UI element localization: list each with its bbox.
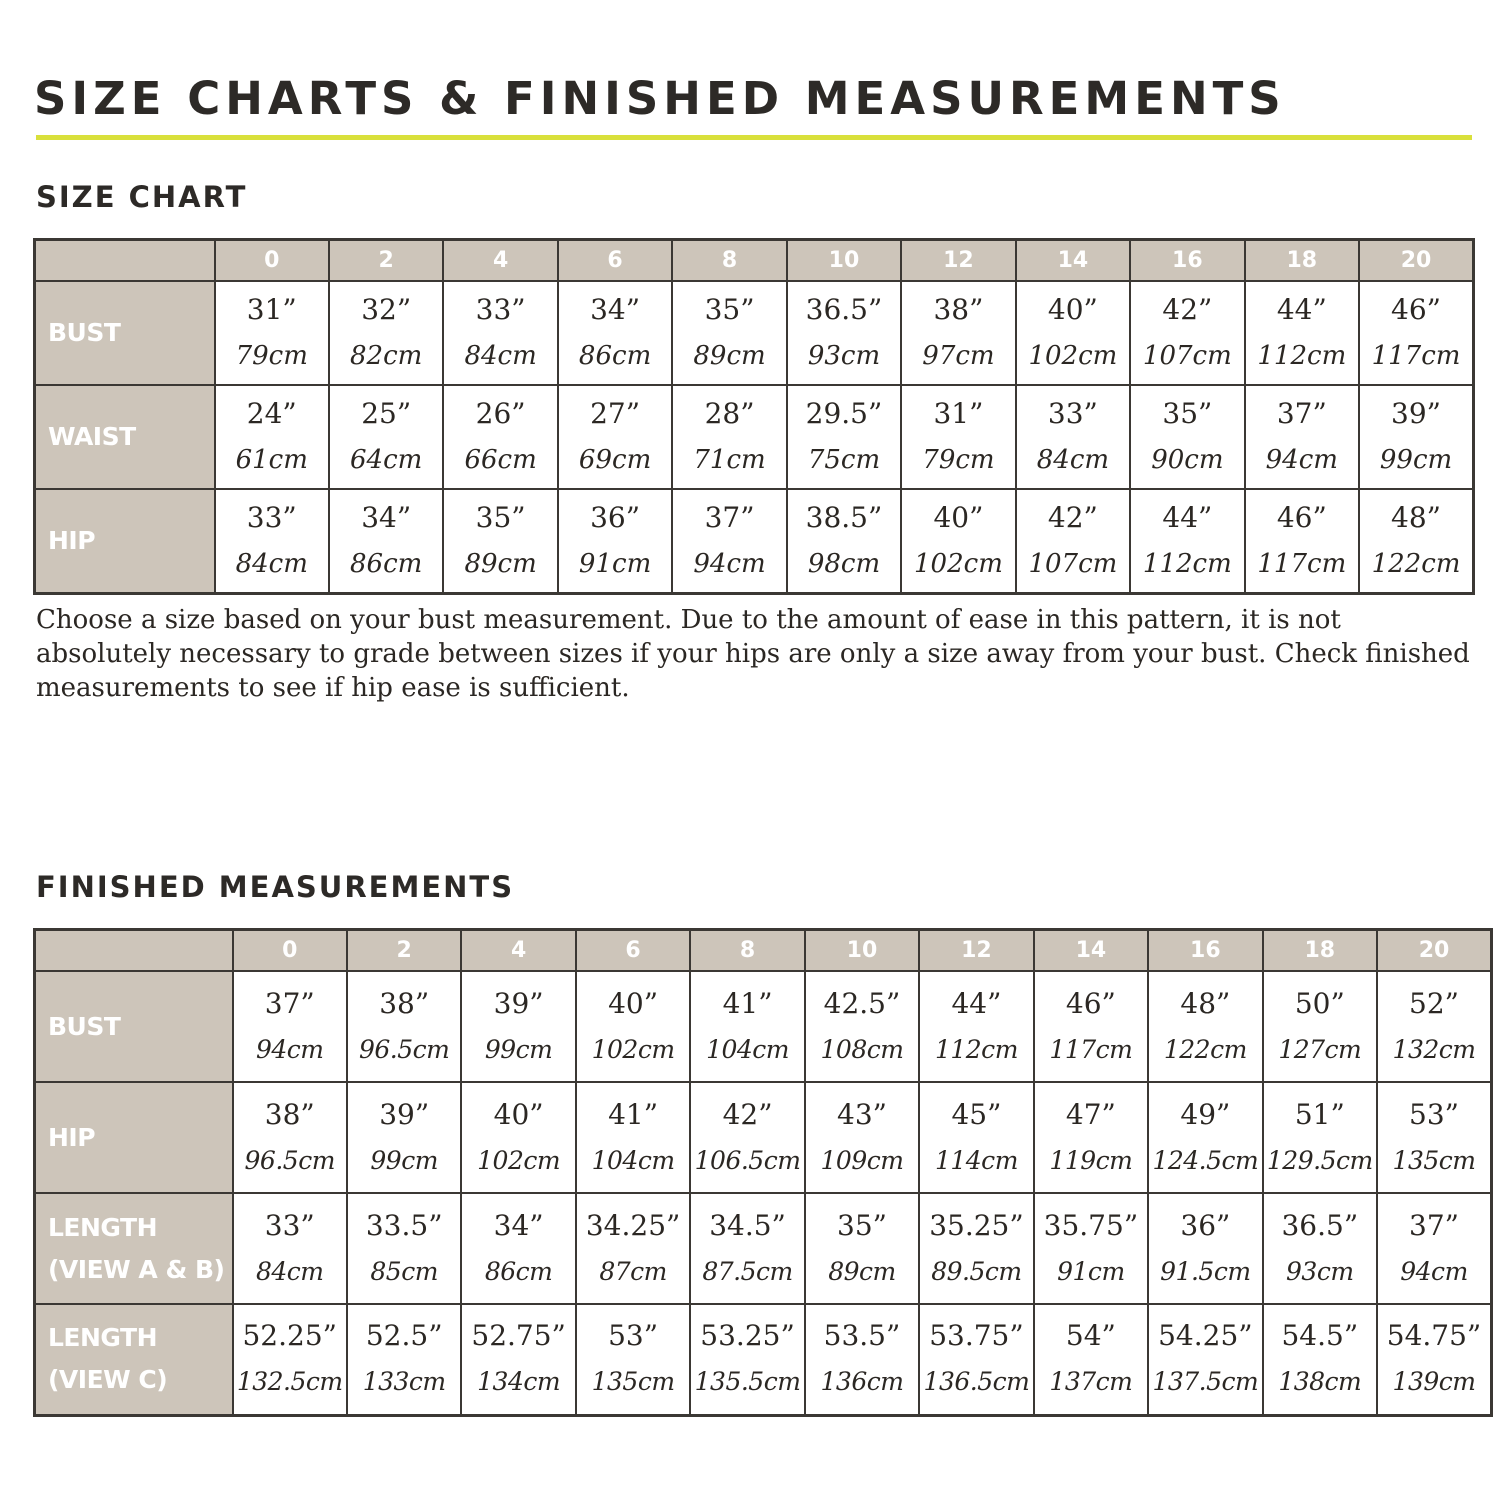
measurement-cell bbox=[461, 1193, 575, 1304]
measurement-cell bbox=[576, 1193, 690, 1304]
row-label-text: HIP bbox=[48, 525, 96, 555]
measurement-row bbox=[35, 1082, 1492, 1193]
inch-value: 42” bbox=[1047, 500, 1098, 534]
cm-value: 127cm bbox=[1278, 1034, 1362, 1064]
row-label-text: BUST bbox=[48, 318, 121, 347]
inch-value: 33.5” bbox=[365, 1208, 443, 1242]
finished-measurements-body bbox=[35, 971, 1492, 1415]
inch-value: 35” bbox=[475, 500, 526, 534]
inch-value: 47” bbox=[1065, 1097, 1116, 1131]
measurement-cell bbox=[672, 385, 786, 489]
size-header: 2 bbox=[329, 240, 443, 282]
inch-value: 41” bbox=[608, 1097, 659, 1131]
measurement-cell bbox=[805, 1193, 919, 1304]
cm-value: 139cm bbox=[1392, 1367, 1476, 1397]
measurement-cell bbox=[1359, 489, 1473, 593]
size-header: 8 bbox=[690, 930, 804, 972]
corner-cell bbox=[35, 930, 233, 972]
inch-value: 52” bbox=[1409, 986, 1459, 1020]
size-header: 20 bbox=[1359, 240, 1473, 282]
inch-value: 52.75” bbox=[471, 1319, 566, 1353]
cm-value: 132cm bbox=[1392, 1034, 1476, 1064]
measurement-cell bbox=[919, 971, 1033, 1082]
cm-value: 104cm bbox=[706, 1034, 789, 1064]
inch-value: 45” bbox=[951, 1097, 1002, 1131]
inch-value: 34.25” bbox=[585, 1208, 681, 1242]
cm-value: 112cm bbox=[1257, 341, 1347, 371]
inch-value: 44” bbox=[951, 986, 1002, 1020]
size-header: 20 bbox=[1377, 930, 1491, 972]
size-chart-heading: SIZE CHART bbox=[36, 180, 248, 214]
cm-value: 91cm bbox=[1057, 1256, 1125, 1286]
cm-value: 71cm bbox=[693, 445, 766, 475]
inch-value: 43” bbox=[837, 1097, 887, 1131]
cm-value: 112cm bbox=[1142, 548, 1232, 579]
cm-value: 117cm bbox=[1371, 341, 1461, 371]
note-line: absolutely necessary to grade between sizes if your hips are only a size away from your bust. Check finished bbox=[36, 639, 1470, 669]
cm-value: 91cm bbox=[578, 548, 652, 579]
cm-value: 133cm bbox=[362, 1367, 446, 1397]
cm-value: 89cm bbox=[828, 1256, 896, 1286]
cm-value: 104cm bbox=[591, 1145, 675, 1175]
cm-value: 119cm bbox=[1049, 1145, 1133, 1175]
measurement-cell bbox=[1263, 1304, 1377, 1415]
inch-value: 54.75” bbox=[1386, 1319, 1482, 1353]
size-header: 8 bbox=[672, 240, 786, 282]
row-label bbox=[35, 971, 233, 1082]
cm-value: 85cm bbox=[370, 1256, 438, 1286]
cm-value: 94cm bbox=[693, 548, 766, 579]
inch-value: 48” bbox=[1180, 986, 1231, 1020]
inch-value: 27” bbox=[590, 397, 641, 430]
finished-measurements-table bbox=[33, 928, 1493, 1417]
inch-value: 39” bbox=[493, 986, 544, 1020]
inch-value: 37” bbox=[1409, 1208, 1459, 1242]
cm-value: 89cm bbox=[464, 548, 537, 579]
measurement-cell bbox=[805, 1304, 919, 1415]
cm-value: 82cm bbox=[350, 341, 423, 371]
measurement-cell bbox=[233, 971, 347, 1082]
cm-value: 89cm bbox=[693, 341, 766, 371]
measurement-cell bbox=[1263, 971, 1377, 1082]
measurement-cell bbox=[672, 489, 786, 593]
measurement-cell bbox=[215, 281, 329, 385]
measurement-cell bbox=[690, 1304, 804, 1415]
cm-value: 87cm bbox=[599, 1256, 667, 1286]
cm-value: 94cm bbox=[1265, 445, 1338, 475]
inch-value: 35” bbox=[704, 293, 755, 326]
measurement-cell bbox=[690, 1193, 804, 1304]
inch-value: 39” bbox=[1391, 397, 1441, 430]
cm-value: 134cm bbox=[477, 1367, 561, 1397]
cm-value: 84cm bbox=[1036, 445, 1110, 475]
measurement-cell bbox=[1130, 281, 1244, 385]
title-underline bbox=[36, 135, 1472, 140]
corner-cell bbox=[35, 240, 215, 282]
row-label-subtext: (VIEW A & B) bbox=[48, 1254, 225, 1284]
inch-value: 54.25” bbox=[1158, 1319, 1253, 1353]
measurement-cell bbox=[805, 971, 919, 1082]
cm-value: 107cm bbox=[1028, 548, 1118, 579]
measurement-cell bbox=[1148, 1304, 1262, 1415]
inch-value: 50” bbox=[1294, 986, 1345, 1020]
cm-value: 132.5cm bbox=[236, 1367, 343, 1397]
measurement-cell bbox=[1245, 385, 1359, 489]
inch-value: 35.75” bbox=[1043, 1208, 1139, 1242]
inch-value: 35” bbox=[1162, 397, 1213, 430]
size-header: 4 bbox=[461, 930, 575, 972]
cm-value: 98cm bbox=[807, 548, 881, 579]
measurement-cell bbox=[1130, 489, 1244, 593]
cm-value: 66cm bbox=[464, 445, 537, 475]
inch-value: 53” bbox=[608, 1319, 659, 1353]
cm-value: 86cm bbox=[484, 1256, 553, 1286]
measurement-cell bbox=[329, 489, 443, 593]
measurement-cell bbox=[558, 489, 672, 593]
inch-value: 40” bbox=[608, 986, 659, 1020]
inch-value: 24” bbox=[246, 397, 297, 430]
cm-value: 96.5cm bbox=[358, 1034, 450, 1064]
cm-value: 137cm bbox=[1049, 1367, 1133, 1397]
inch-value: 46” bbox=[1391, 293, 1441, 326]
inch-value: 33” bbox=[246, 500, 297, 534]
cm-value: 94cm bbox=[1400, 1256, 1468, 1286]
row-label bbox=[35, 385, 215, 489]
row-label bbox=[35, 1304, 233, 1415]
measurement-cell bbox=[1130, 385, 1244, 489]
inch-value: 53” bbox=[1409, 1097, 1459, 1131]
cm-value: 87.5cm bbox=[702, 1256, 793, 1286]
cm-value: 75cm bbox=[807, 445, 881, 475]
measurement-cell bbox=[1377, 1304, 1491, 1415]
size-header: 12 bbox=[901, 240, 1015, 282]
measurement-row bbox=[35, 385, 1474, 489]
inch-value: 36” bbox=[1180, 1208, 1231, 1242]
size-header: 2 bbox=[347, 930, 461, 972]
cm-value: 89.5cm bbox=[931, 1256, 1022, 1286]
finished-measurements-heading: FINISHED MEASUREMENTS bbox=[36, 870, 515, 904]
measurement-cell bbox=[787, 281, 901, 385]
cm-value: 102cm bbox=[477, 1145, 561, 1175]
measurement-cell bbox=[1245, 489, 1359, 593]
size-chart-table bbox=[33, 238, 1475, 595]
measurement-cell bbox=[329, 385, 443, 489]
finished-header-row bbox=[35, 930, 1492, 972]
inch-value: 28” bbox=[704, 397, 755, 430]
size-chart-body bbox=[35, 281, 1474, 593]
measurement-cell bbox=[1245, 281, 1359, 385]
inch-value: 40” bbox=[1047, 293, 1098, 326]
measurement-cell bbox=[558, 385, 672, 489]
size-header: 16 bbox=[1148, 930, 1262, 972]
measurement-cell bbox=[576, 1304, 690, 1415]
cm-value: 91.5cm bbox=[1160, 1256, 1251, 1286]
inch-value: 26” bbox=[475, 397, 526, 430]
cm-value: 137.5cm bbox=[1152, 1367, 1259, 1397]
page-title: SIZE CHARTS & FINISHED MEASUREMENTS bbox=[34, 72, 1286, 125]
inch-value: 51” bbox=[1294, 1097, 1345, 1131]
cm-value: 69cm bbox=[578, 445, 652, 475]
inch-value: 34” bbox=[361, 500, 412, 534]
cm-value: 102cm bbox=[591, 1034, 675, 1064]
measurement-cell bbox=[901, 385, 1015, 489]
inch-value: 42.5” bbox=[823, 986, 901, 1020]
inch-value: 36” bbox=[590, 500, 641, 534]
cm-value: 93cm bbox=[1286, 1256, 1354, 1286]
measurement-cell bbox=[329, 281, 443, 385]
measurement-cell bbox=[690, 1082, 804, 1193]
measurement-cell bbox=[1263, 1082, 1377, 1193]
size-header: 10 bbox=[787, 240, 901, 282]
inch-value: 29.5” bbox=[805, 397, 883, 430]
inch-value: 46” bbox=[1065, 986, 1116, 1020]
measurement-cell bbox=[347, 1193, 461, 1304]
measurement-cell bbox=[919, 1304, 1033, 1415]
cm-value: 114cm bbox=[934, 1145, 1018, 1175]
cm-value: 135.5cm bbox=[694, 1367, 801, 1397]
measurement-cell bbox=[1359, 281, 1473, 385]
inch-value: 41” bbox=[722, 986, 773, 1020]
inch-value: 54.5” bbox=[1281, 1319, 1359, 1353]
measurement-cell bbox=[1359, 385, 1473, 489]
inch-value: 53.25” bbox=[700, 1319, 795, 1353]
size-header: 14 bbox=[1016, 240, 1130, 282]
measurement-cell bbox=[233, 1304, 347, 1415]
row-label bbox=[35, 1082, 233, 1193]
measurement-row bbox=[35, 281, 1474, 385]
measurement-row bbox=[35, 971, 1492, 1082]
cm-value: 117cm bbox=[1257, 548, 1347, 579]
size-chart-header-row bbox=[35, 240, 1474, 282]
cm-value: 117cm bbox=[1049, 1034, 1133, 1064]
inch-value: 33” bbox=[475, 293, 526, 326]
measurement-cell bbox=[919, 1193, 1033, 1304]
cm-value: 106.5cm bbox=[694, 1145, 801, 1175]
inch-value: 40” bbox=[493, 1097, 544, 1131]
row-label-text: WAIST bbox=[48, 422, 136, 451]
inch-value: 37” bbox=[1276, 397, 1327, 430]
size-advice-note bbox=[36, 603, 1470, 705]
cm-value: 102cm bbox=[1028, 341, 1118, 371]
inch-value: 38.5” bbox=[805, 500, 883, 534]
measurement-cell bbox=[901, 489, 1015, 593]
cm-value: 135cm bbox=[591, 1367, 675, 1397]
note-line: Choose a size based on your bust measurement. Due to the amount of ease in this pattern, it is not bbox=[36, 605, 1341, 635]
measurement-cell bbox=[1034, 1193, 1148, 1304]
measurement-cell bbox=[901, 281, 1015, 385]
inch-value: 38” bbox=[933, 293, 984, 326]
inch-value: 53.75” bbox=[929, 1319, 1024, 1353]
measurement-cell bbox=[347, 1082, 461, 1193]
cm-value: 84cm bbox=[464, 341, 537, 371]
inch-value: 38” bbox=[379, 986, 430, 1020]
inch-value: 37” bbox=[704, 500, 755, 534]
inch-value: 42” bbox=[722, 1097, 773, 1131]
inch-value: 52.5” bbox=[365, 1319, 443, 1353]
row-label-subtext: (VIEW C) bbox=[48, 1365, 168, 1395]
measurement-cell bbox=[1377, 971, 1491, 1082]
measurement-cell bbox=[919, 1082, 1033, 1193]
measurement-cell bbox=[347, 971, 461, 1082]
measurement-cell bbox=[1377, 1193, 1491, 1304]
cm-value: 99cm bbox=[1379, 445, 1453, 475]
measurement-cell bbox=[1016, 281, 1130, 385]
cm-value: 136cm bbox=[820, 1367, 904, 1397]
size-header: 16 bbox=[1130, 240, 1244, 282]
measurement-cell bbox=[233, 1193, 347, 1304]
measurement-cell bbox=[787, 385, 901, 489]
measurement-cell bbox=[1016, 489, 1130, 593]
inch-value: 46” bbox=[1276, 500, 1327, 534]
inch-value: 39” bbox=[379, 1097, 430, 1131]
cm-value: 93cm bbox=[807, 341, 881, 371]
measurement-cell bbox=[1034, 1304, 1148, 1415]
cm-value: 109cm bbox=[820, 1145, 904, 1175]
cm-value: 96.5cm bbox=[244, 1145, 335, 1175]
measurement-cell bbox=[1148, 1082, 1262, 1193]
measurement-cell bbox=[461, 1082, 575, 1193]
measurement-cell bbox=[672, 281, 786, 385]
row-label-text: HIP bbox=[48, 1122, 96, 1152]
measurement-cell bbox=[1016, 385, 1130, 489]
measurement-cell bbox=[215, 489, 329, 593]
measurement-cell bbox=[443, 385, 557, 489]
inch-value: 38” bbox=[264, 1097, 315, 1131]
cm-value: 94cm bbox=[255, 1034, 324, 1064]
inch-value: 54” bbox=[1065, 1319, 1116, 1353]
inch-value: 33” bbox=[264, 1208, 315, 1242]
cm-value: 84cm bbox=[255, 1256, 324, 1286]
cm-value: 84cm bbox=[235, 548, 308, 579]
row-label bbox=[35, 1193, 233, 1304]
cm-value: 79cm bbox=[922, 445, 995, 475]
measurement-cell bbox=[576, 1082, 690, 1193]
inch-value: 42” bbox=[1162, 293, 1213, 326]
row-label bbox=[35, 489, 215, 593]
size-header: 6 bbox=[558, 240, 672, 282]
measurement-cell bbox=[461, 971, 575, 1082]
cm-value: 138cm bbox=[1278, 1367, 1362, 1397]
inch-value: 35.25” bbox=[929, 1208, 1024, 1242]
measurement-cell bbox=[576, 971, 690, 1082]
cm-value: 135cm bbox=[1392, 1145, 1476, 1175]
inch-value: 53.5” bbox=[823, 1319, 901, 1353]
measurement-cell bbox=[443, 489, 557, 593]
cm-value: 122cm bbox=[1371, 548, 1461, 579]
cm-value: 97cm bbox=[922, 341, 995, 371]
measurement-cell bbox=[347, 1304, 461, 1415]
measurement-row bbox=[35, 489, 1474, 593]
size-header: 0 bbox=[233, 930, 347, 972]
measurement-cell bbox=[1148, 971, 1262, 1082]
cm-value: 79cm bbox=[235, 341, 308, 371]
cm-value: 112cm bbox=[934, 1034, 1018, 1064]
inch-value: 34.5” bbox=[709, 1208, 786, 1242]
size-header: 18 bbox=[1263, 930, 1377, 972]
row-label bbox=[35, 281, 215, 385]
measurement-cell bbox=[443, 281, 557, 385]
cm-value: 129.5cm bbox=[1266, 1145, 1373, 1175]
size-header: 10 bbox=[805, 930, 919, 972]
size-header: 18 bbox=[1245, 240, 1359, 282]
row-label-text: BUST bbox=[48, 1011, 121, 1041]
inch-value: 31” bbox=[933, 397, 984, 430]
measurement-cell bbox=[787, 489, 901, 593]
measurement-cell bbox=[1034, 1082, 1148, 1193]
measurement-cell bbox=[1034, 971, 1148, 1082]
measurement-cell bbox=[233, 1082, 347, 1193]
cm-value: 90cm bbox=[1151, 445, 1224, 475]
inch-value: 36.5” bbox=[805, 293, 883, 326]
measurement-cell bbox=[461, 1304, 575, 1415]
inch-value: 35” bbox=[837, 1208, 887, 1242]
cm-value: 122cm bbox=[1163, 1034, 1247, 1064]
inch-value: 37” bbox=[264, 986, 315, 1020]
cm-value: 64cm bbox=[350, 445, 423, 475]
cm-value: 107cm bbox=[1142, 341, 1232, 371]
measurement-row bbox=[35, 1304, 1492, 1415]
inch-value: 44” bbox=[1276, 293, 1327, 326]
size-header: 6 bbox=[576, 930, 690, 972]
cm-value: 86cm bbox=[578, 341, 652, 371]
size-header: 4 bbox=[443, 240, 557, 282]
measurement-cell bbox=[1148, 1193, 1262, 1304]
cm-value: 99cm bbox=[484, 1034, 553, 1064]
inch-value: 33” bbox=[1047, 397, 1098, 430]
measurement-cell bbox=[215, 385, 329, 489]
measurement-cell bbox=[558, 281, 672, 385]
measurement-cell bbox=[690, 971, 804, 1082]
inch-value: 36.5” bbox=[1281, 1208, 1359, 1242]
inch-value: 40” bbox=[933, 500, 984, 534]
inch-value: 34” bbox=[493, 1208, 544, 1242]
cm-value: 108cm bbox=[820, 1034, 904, 1064]
size-header: 14 bbox=[1034, 930, 1148, 972]
inch-value: 49” bbox=[1180, 1097, 1231, 1131]
inch-value: 52.25” bbox=[242, 1319, 337, 1353]
note-line: measurements to see if hip ease is sufficient. bbox=[36, 673, 630, 703]
cm-value: 136.5cm bbox=[923, 1367, 1030, 1397]
measurement-cell bbox=[1377, 1082, 1491, 1193]
inch-value: 34” bbox=[590, 293, 641, 326]
cm-value: 102cm bbox=[914, 548, 1003, 579]
measurement-row bbox=[35, 1193, 1492, 1304]
size-header: 12 bbox=[919, 930, 1033, 972]
measurement-cell bbox=[805, 1082, 919, 1193]
inch-value: 48” bbox=[1391, 500, 1441, 534]
inch-value: 31” bbox=[246, 293, 297, 326]
row-label-text: LENGTH bbox=[48, 1323, 157, 1353]
measurement-cell bbox=[1263, 1193, 1377, 1304]
row-label-text: LENGTH bbox=[48, 1212, 157, 1242]
inch-value: 44” bbox=[1162, 500, 1213, 534]
inch-value: 25” bbox=[361, 397, 412, 430]
size-header: 0 bbox=[215, 240, 329, 282]
cm-value: 86cm bbox=[350, 548, 423, 579]
inch-value: 32” bbox=[361, 293, 412, 326]
cm-value: 99cm bbox=[370, 1145, 438, 1175]
cm-value: 61cm bbox=[235, 445, 308, 475]
cm-value: 124.5cm bbox=[1152, 1145, 1259, 1175]
